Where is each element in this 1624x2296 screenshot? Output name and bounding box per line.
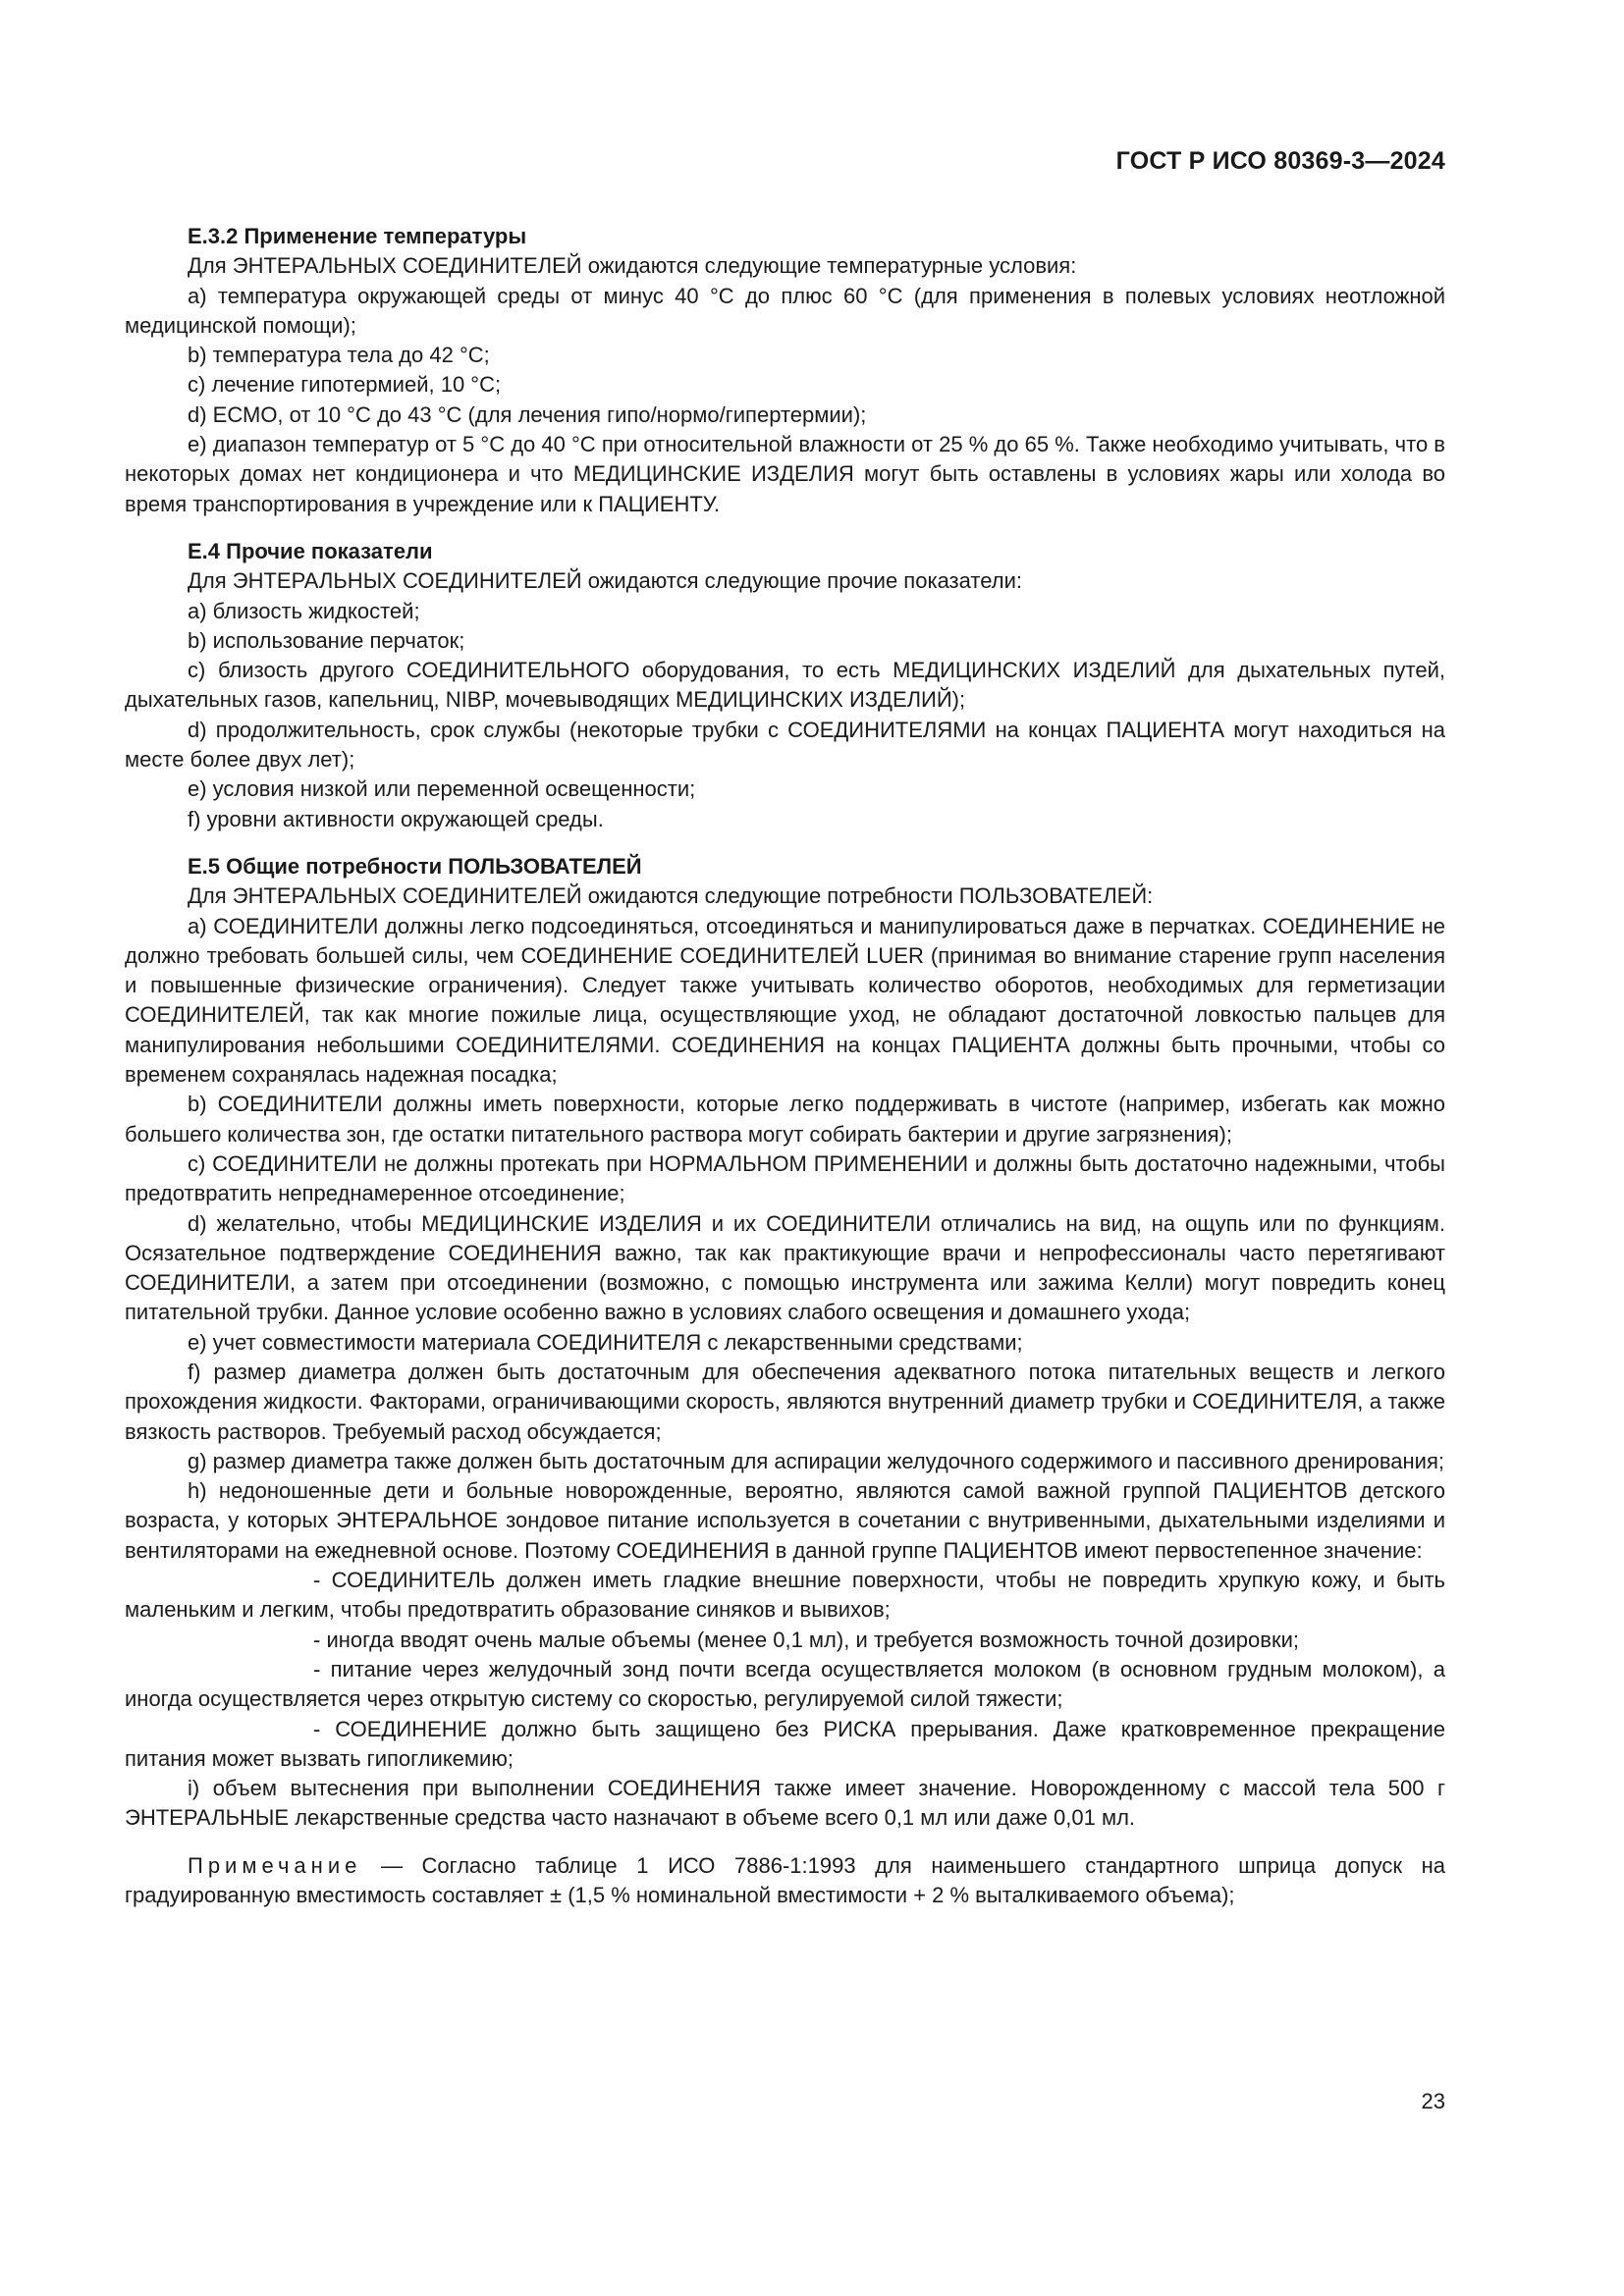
list-item: а) близость жидкостей; xyxy=(188,598,420,623)
list-item: b) СОЕДИНИТЕЛИ должны иметь поверхности, которые легко поддерживать в чистоте (например, избегать как можно большего количества зон, где остатки питательного раствора могут собирать бактерии и другие загрязнения); xyxy=(125,1092,1445,1147)
section-intro: Для ЭНТЕРАЛЬНЫХ СОЕДИНИТЕЛЕЙ ожидаются следующие потребности ПОЛЬЗОВАТЕЛЕЙ: xyxy=(188,883,1154,909)
section-heading-e32: Е.3.2 Применение температуры xyxy=(188,224,527,248)
page-number: 23 xyxy=(1421,2089,1445,2113)
list-item: а) СОЕДИНИТЕЛИ должны легко подсоединяться, отсоединяться и манипулироваться даже в перчатках. СОЕДИНЕНИЕ не должно требовать большей силы, чем СОЕДИНЕНИЕ СОЕДИНИТЕЛЕЙ LUER (принимая во внимание старение групп населения и повышенные физические ограничения). Следует также учитывать количество оборотов, необходимых для герметизации СОЕДИНИТЕЛЕЙ, так как многие пожилые лица, осуществляющие уход, не обладают достаточной ловкостью пальцев для манипулирования небольшими СОЕДИНИТЕЛЯМИ. СОЕДИНЕНИЯ на концах ПАЦИЕНТА должны быть прочными, чтобы со временем сохранялась надежная посадка; xyxy=(125,913,1445,1088)
section-heading-e4: Е.4 Прочие показатели xyxy=(188,538,433,563)
list-item: е) диапазон температур от 5 °С до 40 °С при относительной влажности от 25 % до 65 %. Также необходимо учитывать, что в некоторых домах нет кондиционера и что МЕДИЦИНСКИЕ ИЗДЕЛИЯ могут быть оставлены в условиях жары или холода во время транспортирования в учреждение или к ПАЦИЕНТУ. xyxy=(125,432,1445,516)
list-item: i) объем вытеснения при выполнении СОЕДИНЕНИЯ также имеет значение. Новорожденному с массой тела 500 г ЭНТЕРАЛЬНЫЕ лекарственные средства часто назначают в объеме всего 0,1 мл или даже 0,01 мл. xyxy=(125,1776,1445,1831)
list-item: f) размер диаметра должен быть достаточным для обеспечения адекватного потока питательных веществ и легкого прохождения жидкости. Факторами, ограничивающими скорость, являются внутренний диаметр трубки и СОЕДИНИТЕЛЯ, а также вязкость растворов. Требуемый расход обсуждается; xyxy=(125,1359,1445,1444)
list-item: b) использование перчаток; xyxy=(188,627,465,653)
section-heading-e5: Е.5 Общие потребности ПОЛЬЗОВАТЕЛЕЙ xyxy=(188,853,642,879)
note-label: Примечание xyxy=(188,1852,362,1878)
list-item: d) желательно, чтобы МЕДИЦИНСКИЕ ИЗДЕЛИЯ и их СОЕДИНИТЕЛИ отличались на вид, на ощупь или по функциям. Осязательное подтверждение СОЕДИНЕНИЯ важно, так как практикующие врачи и непрофессионалы часто перетягивают СОЕДИНИТЕЛИ, а затем при отсоединении (возможно, с помощью инструмента или зажима Келли) могут повредить конец питательной трубки. Данное условие особенно важно в условиях слабого освещения и домашнего ухода; xyxy=(125,1210,1445,1325)
section-intro: Для ЭНТЕРАЛЬНЫХ СОЕДИНИТЕЛЕЙ ожидаются следующие прочие показатели: xyxy=(188,568,1022,594)
dash-item: - иногда вводят очень малые объемы (менее 0,1 мл), и требуется возможность точной дозировки; xyxy=(313,1627,1299,1652)
document-code-header: ГОСТ Р ИСО 80369-3—2024 xyxy=(1115,147,1445,175)
list-item: h) недоношенные дети и больные новорожденные, вероятно, являются самой важной группой ПАЦИЕНТОВ детского возраста, у которых ЭНТЕРАЛЬНОЕ зондовое питание используется в сочетании с внутривенными, дыхательными изделиями и вентиляторами на ежедневной основе. Поэтому СОЕДИНЕНИЯ в данной группе ПАЦИЕНТОВ имеют первостепенное значение: xyxy=(125,1478,1445,1563)
section-intro: Для ЭНТЕРАЛЬНЫХ СОЕДИНИТЕЛЕЙ ожидаются следующие температурные условия: xyxy=(188,253,1077,279)
note-text: — Согласно таблице 1 ИСО 7886-1:1993 для наименьшего стандартного шприца допуск на градуированную вместимость составляет ± (1,5 % номинальной вместимости + 2 % выталкиваемого объема); xyxy=(125,1852,1445,1908)
dash-item: - СОЕДИНЕНИЕ должно быть защищено без РИСКА прерывания. Даже кратковременное прекращение питания может вызвать гипогликемию; xyxy=(125,1716,1445,1771)
list-item: е) условия низкой или переменной освещенности; xyxy=(188,776,696,802)
list-item: f) уровни активности окружающей среды. xyxy=(188,806,604,831)
list-item: с) лечение гипотермией, 10 °С; xyxy=(188,372,502,398)
list-item: b) температура тела до 42 °С; xyxy=(188,343,490,368)
dash-item: - питание через желудочный зонд почти всегда осуществляется молоком (в основном грудным молоком), а иногда осуществляется через открытую систему со скоростью, регулируемой силой тяжести; xyxy=(125,1656,1445,1712)
list-item: d) продолжительность, срок службы (некоторые трубки с СОЕДИНИТЕЛЯМИ на концах ПАЦИЕНТА могут находиться на месте более двух лет); xyxy=(125,717,1445,773)
list-item: е) учет совместимости материала СОЕДИНИТЕЛЯ с лекарственными средствами; xyxy=(188,1329,1023,1355)
document-body xyxy=(125,222,1445,1910)
dash-item: - СОЕДИНИТЕЛЬ должен иметь гладкие внешние поверхности, чтобы не повредить хрупкую кожу, и быть маленьким и легким, чтобы предотвратить образование синяков и вывихов; xyxy=(125,1568,1445,1623)
list-item: с) СОЕДИНИТЕЛИ не должны протекать при НОРМАЛЬНОМ ПРИМЕНЕНИИ и должны быть достаточно надежными, чтобы предотвратить непреднамеренное отсоединение; xyxy=(125,1150,1445,1206)
list-item: d) ЕСМО, от 10 °С до 43 °С (для лечения гипо/нормо/гипертермии); xyxy=(188,401,867,427)
list-item: с) близость другого СОЕДИНИТЕЛЬНОГО оборудования, то есть МЕДИЦИНСКИХ ИЗДЕЛИЙ для дыхательных путей, дыхательных газов, капельниц, NIBP, мочевыводящих МЕДИЦИНСКИХ ИЗДЕЛИЙ); xyxy=(125,658,1445,713)
list-item: g) размер диаметра также должен быть достаточным для аспирации желудочного содержимого и пассивного дренирования; xyxy=(188,1448,1444,1473)
note-paragraph xyxy=(125,1851,1445,1911)
list-item: а) температура окружающей среды от минус 40 °С до плюс 60 °С (для применения в полевых условиях неотложной медицинской помощи); xyxy=(125,283,1445,338)
